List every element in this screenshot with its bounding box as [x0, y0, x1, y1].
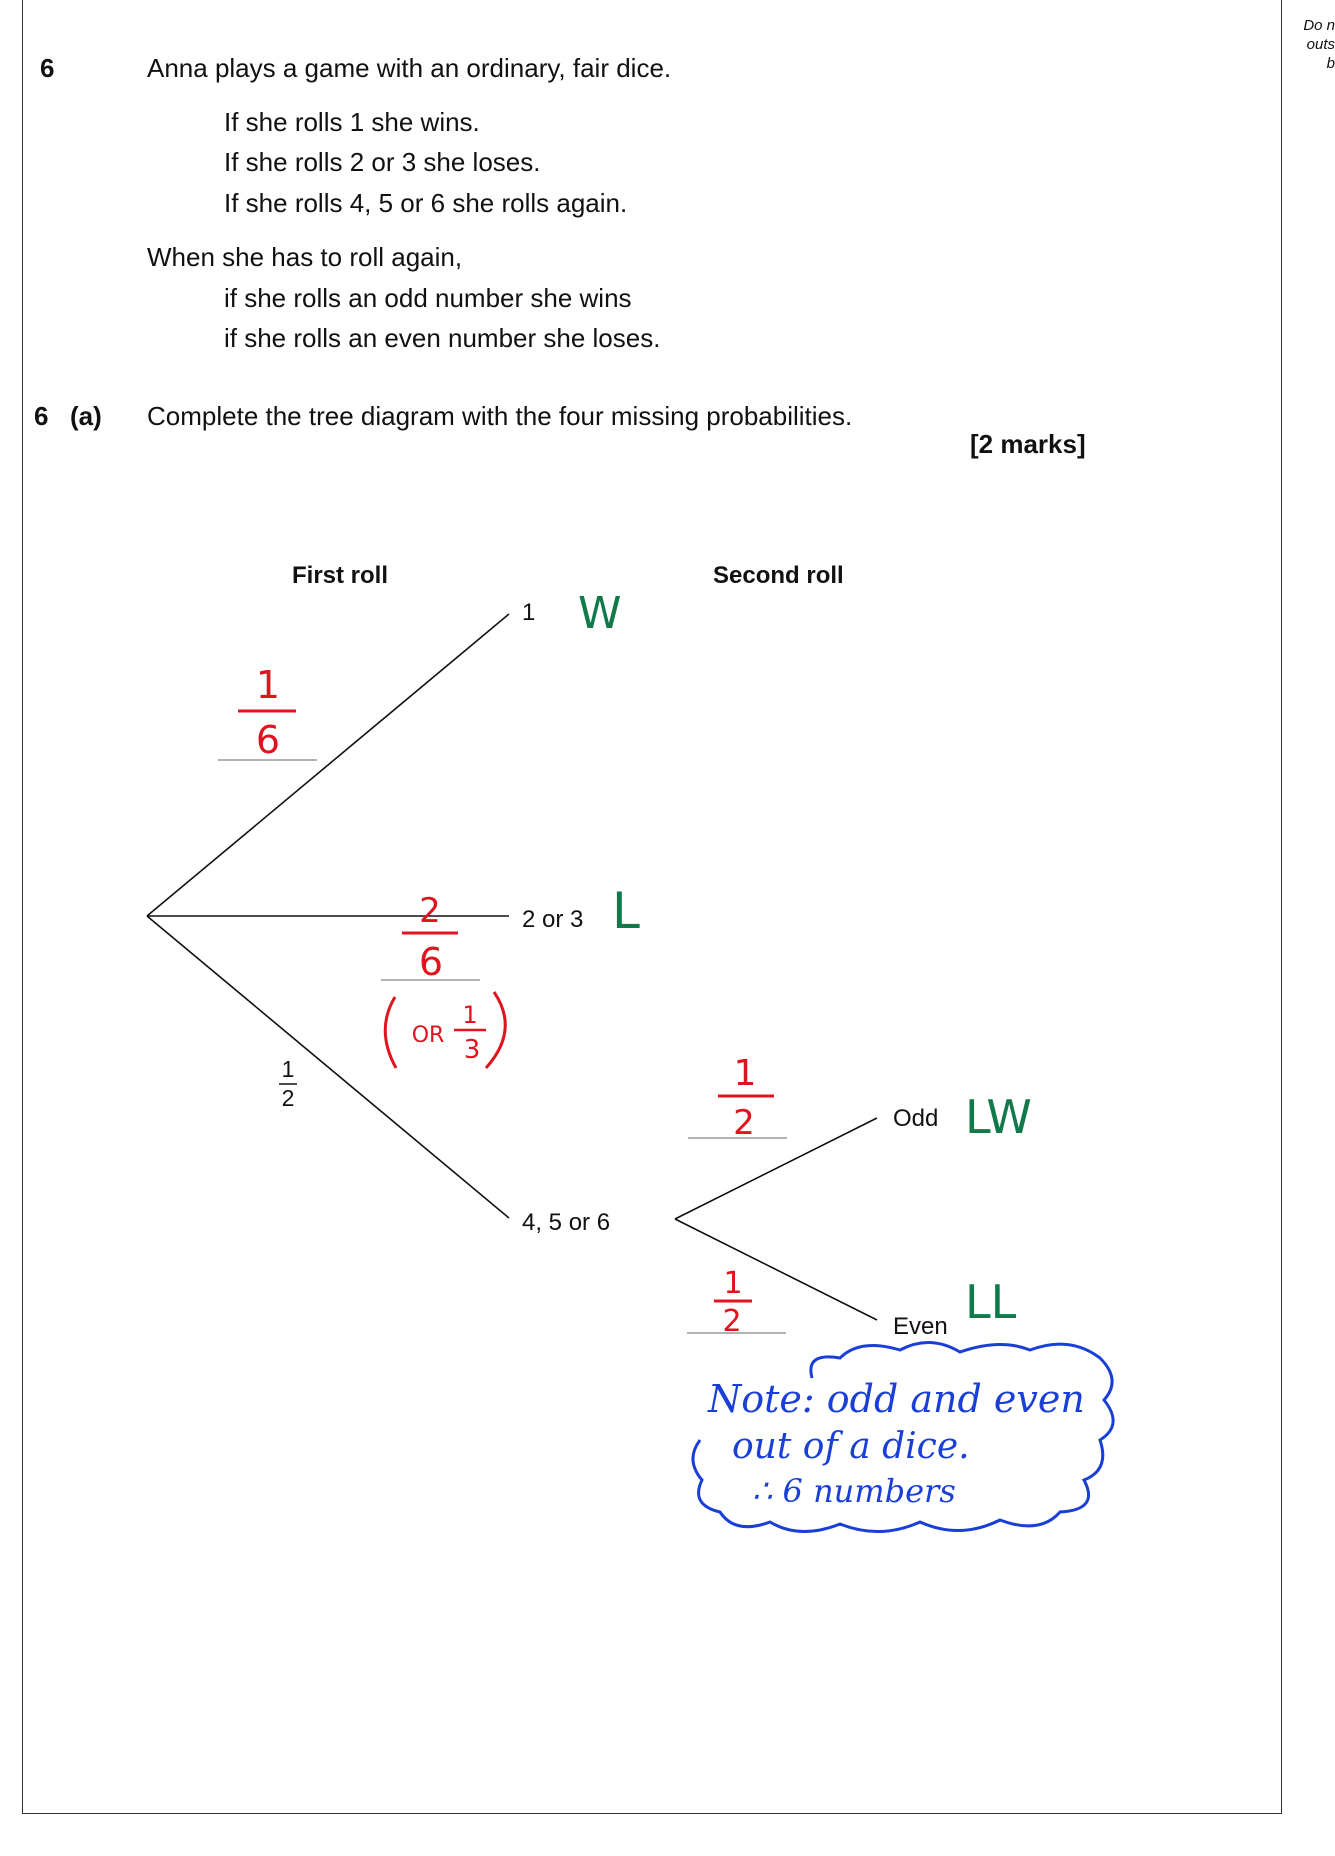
question-number: 6	[40, 53, 55, 83]
hw-p23	[402, 891, 458, 984]
part-instruction: Complete the tree diagram with the four missing probabilities.	[147, 401, 853, 431]
outcome-2or3: 2 or 3	[522, 906, 584, 933]
branch-second-even	[675, 1219, 877, 1320]
hw-p1	[238, 663, 296, 762]
part-label: (a)	[70, 401, 102, 431]
hw-result-even: LL	[965, 1275, 1017, 1329]
note-line-1: Note: odd and even	[708, 1377, 1085, 1421]
rule-lose: If she rolls 2 or 3 she loses.	[224, 147, 541, 177]
reroll-even-rule: if she rolls an even number she loses.	[224, 323, 661, 353]
hw-result-2or3: L	[612, 882, 640, 940]
first-roll-header: First roll	[292, 562, 389, 589]
branch-first-456	[147, 916, 509, 1218]
hw-p23-alternative	[385, 992, 505, 1068]
svg-text:1: 1	[723, 1266, 743, 1301]
note-line-2: out of a dice.	[732, 1426, 970, 1467]
hw-result-odd: LW	[965, 1090, 1032, 1144]
svg-text:1: 1	[462, 1001, 478, 1029]
given-numerator: 1	[281, 1056, 295, 1082]
question-intro: Anna plays a game with an ordinary, fair dice.	[147, 53, 672, 83]
branch-first-1	[147, 614, 509, 916]
hw-result-1: W	[578, 588, 622, 639]
svg-text:3: 3	[463, 1035, 481, 1065]
rule-reroll: If she rolls 4, 5 or 6 she rolls again.	[224, 188, 628, 218]
given-probability	[279, 1056, 297, 1111]
outcome-odd: Odd	[893, 1105, 939, 1132]
svg-text:6: 6	[255, 718, 281, 762]
svg-text:OR: OR	[411, 1023, 445, 1048]
outcome-456: 4, 5 or 6	[522, 1209, 611, 1236]
given-denominator: 2	[281, 1085, 295, 1111]
svg-text:1: 1	[733, 1053, 757, 1094]
svg-text:2: 2	[419, 891, 441, 931]
hw-p-even	[714, 1266, 752, 1339]
svg-text:1: 1	[255, 663, 281, 707]
reroll-odd-rule: if she rolls an odd number she wins	[224, 283, 632, 313]
svg-text:6: 6	[418, 940, 444, 984]
branch-second-odd	[675, 1118, 877, 1219]
outcome-1: 1	[522, 599, 536, 626]
reroll-intro: When she has to roll again,	[147, 242, 463, 272]
rule-win: If she rolls 1 she wins.	[224, 107, 480, 137]
hw-p-odd	[718, 1053, 774, 1143]
second-roll-header: Second roll	[713, 562, 844, 589]
marks-label: [2 marks]	[970, 429, 1086, 459]
note-line-3: ∴ 6 numbers	[752, 1472, 956, 1510]
outcome-even: Even	[893, 1313, 948, 1340]
svg-text:2: 2	[733, 1103, 755, 1143]
svg-text:2: 2	[722, 1304, 742, 1339]
margin-instruction: Do n outs b	[1303, 17, 1335, 72]
part-number: 6	[34, 401, 49, 431]
